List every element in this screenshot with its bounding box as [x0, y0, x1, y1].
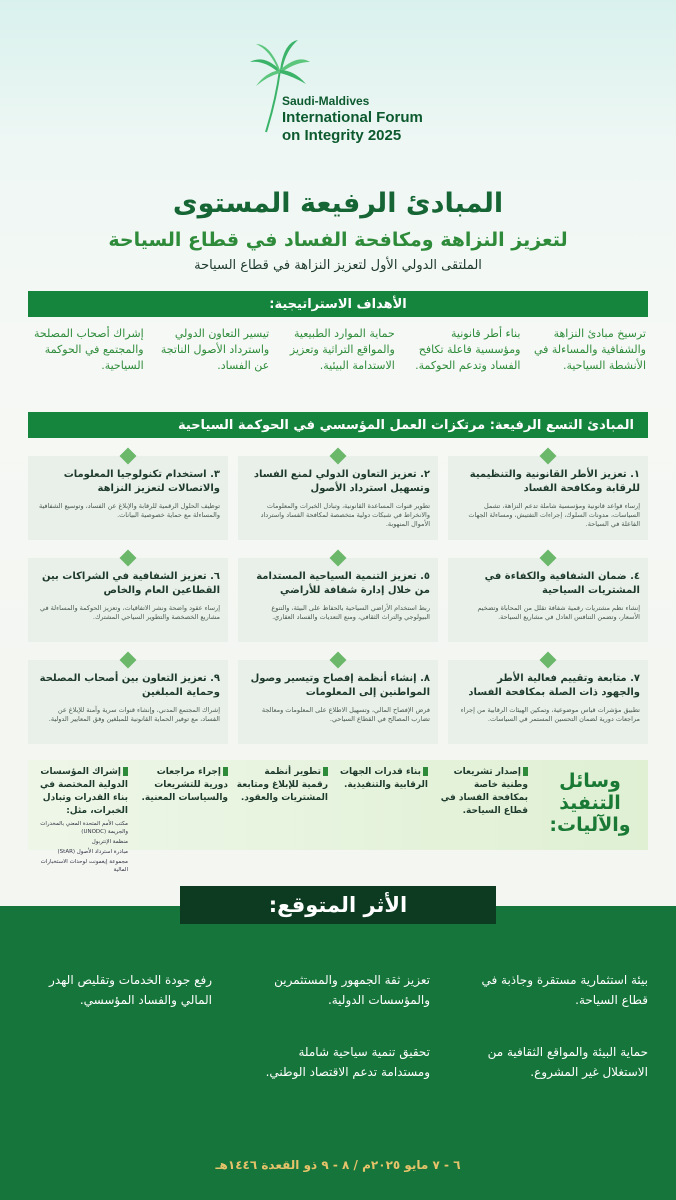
- means-item-title: بناء قدرات الجهات الرقابية والتنفيذية.: [339, 767, 428, 790]
- means-item: [32, 766, 132, 874]
- means-sub-item: مكتب الأمم المتحدة المعني بالمخدرات والجريمة (UNODC): [40, 821, 128, 835]
- principle-card: [448, 660, 648, 744]
- principle-desc: ربط استخدام الأراضي السياحية بالحفاظ على البيئة، والتنوع البيولوجي والتراث الثقافي، ومنع التعديات والفساد العقاري.: [271, 604, 430, 621]
- bar-icon: [123, 767, 128, 776]
- diamond-icon: [540, 652, 557, 669]
- impact-item: حماية البيئة والمواقع الثقافية من الاستغلال غير المشروع.: [487, 1045, 648, 1079]
- principle-title: ٨. إنشاء أنظمة إفصاح وتيسير وصول المواطنين إلى المعلومات: [250, 673, 430, 698]
- principle-desc: إرساء قواعد قانونية ومؤسسية شاملة تدعم النزاهة، تشمل السياسات، مدونات السلوك، إجراءات التفتيش، ومساءلة الجهات الفاعلة في السياحة.: [468, 502, 640, 528]
- diamond-icon: [120, 652, 137, 669]
- logo-line-1: Saudi-Maldives: [282, 94, 370, 108]
- bar-icon: [523, 767, 528, 776]
- goal-item: إشراك أصحاب المصلحة والمجتمع في الحوكمة السياحية.: [34, 327, 144, 372]
- principle-card: [448, 558, 648, 642]
- event-date: ٦ - ٧ مايو ٢٠٢٥م / ٨ - ٩ ذو القعدة ١٤٤٦هـ: [215, 1158, 461, 1172]
- impact-item: بيئة استثمارية مستقرة وجاذبة في قطاع السياحة.: [481, 973, 648, 1007]
- means-list: [32, 766, 532, 874]
- principle-desc: إشراك المجتمع المدني، وإنشاء قنوات سرية وآمنة للإبلاغ عن الفساد، مع توفير الحماية القانونية للمبلغين وفق المعايير الدولية.: [48, 706, 220, 723]
- means-item: [332, 766, 432, 874]
- principle-desc: إرساء عقود واضحة ونشر الاتفاقيات، وتعزيز الحوكمة والمساءلة في مشاريع الخصخصة والتطوير السياحي المشترك.: [40, 604, 220, 621]
- principle-title: ١. تعزيز الأطر القانونية والتنظيمية للرقابة ومكافحة الفساد: [469, 469, 640, 494]
- means-sub-item: مجموعة إيغمونت لوحدات الاستخبارات المالية: [40, 859, 128, 873]
- principle-desc: تطبيق مؤشرات قياس موضوعية، وتمكين الهيئات الرقابية من إجراء مراجعات دورية لضمان التحسين المستمر في السياسات.: [460, 706, 640, 723]
- means-item-title: إشراك المؤسسات الدولية المختصة في بناء القدرات وتبادل الخبرات، مثل:: [39, 767, 128, 816]
- principle-title: ٦. تعزيز الشفافية في الشراكات بين القطاعين العام والخاص: [41, 571, 220, 596]
- logo-line-3: on Integrity 2025: [282, 127, 402, 144]
- means-title: وسائل التنفيذ والآليات:: [549, 770, 631, 836]
- logo-text: [282, 94, 423, 145]
- diamond-icon: [330, 550, 347, 567]
- means-item: [232, 766, 332, 874]
- bar-icon: [223, 767, 228, 776]
- principle-card: [238, 558, 438, 642]
- means-item: [132, 766, 232, 874]
- principle-desc: توظيف الحلول الرقمية للرقابة والإبلاغ عن الفساد، وتوسيع الشفافية والمساءلة مع حماية خصوصية البيانات.: [38, 502, 220, 519]
- principle-card: [238, 456, 438, 540]
- principle-title: ٥. تعزيز التنمية السياحية المستدامة من خلال إدارة شفافة للأراضي: [256, 571, 430, 596]
- principle-card: [238, 660, 438, 744]
- principle-title: ٧. متابعة وتقييم فعالية الأطر والجهود ذات الصلة بمكافحة الفساد: [468, 673, 640, 698]
- principle-card: [28, 456, 228, 540]
- diamond-icon: [540, 448, 557, 465]
- forum-logo: [0, 40, 676, 144]
- goal-item: حماية الموارد الطبيعية والمواقع التراثية وتعزيز الاستدامة البيئية.: [289, 327, 395, 372]
- principle-card: [448, 456, 648, 540]
- means-item-title: إجراء مراجعات دورية للتشريعات والسياسات المعنية.: [141, 767, 228, 803]
- goals-list: [24, 322, 652, 392]
- principle-title: ٣. استخدام تكنولوجيا المعلومات والاتصالات لتعزيز النزاهة: [63, 469, 220, 494]
- principle-desc: فرض الإفصاح المالي، وتسهيل الاطلاع على المعلومات ومعالجة تضارب المصالح في القطاع السياحي.: [261, 706, 430, 723]
- pillars-header: المبادئ التسع الرفيعة: مرتكزات العمل المؤسسي في الحوكمة السياحية: [28, 412, 648, 438]
- goals-header: الأهداف الاستراتيجية:: [28, 291, 648, 317]
- impact-header: الأثر المتوقع:: [180, 886, 496, 924]
- page-title: المبادئ الرفيعة المستوى: [172, 188, 504, 219]
- goal-item: ترسيخ مبادئ النزاهة والشفافية والمساءلة في الأنشطة السياحية.: [533, 327, 646, 372]
- forum-caption: الملتقى الدولي الأول لتعزيز النزاهة في قطاع السياحة: [194, 258, 482, 273]
- goal-item: تيسير التعاون الدولي واسترداد الأصول الناتجة عن الفساد.: [160, 327, 270, 372]
- principle-desc: تطوير قنوات المساعدة القانونية، وتبادل الخبرات والمعلومات والانخراط في شبكات دولية متخصصة لمكافحة الفساد واسترداد الأموال المنهوبة.: [260, 502, 430, 528]
- principle-title: ٢. تعزيز التعاون الدولي لمنع الفساد وتسهيل استرداد الأصول: [253, 469, 430, 494]
- diamond-icon: [120, 550, 137, 567]
- diamond-icon: [540, 550, 557, 567]
- impact-item: رفع جودة الخدمات وتقليص الهدر المالي والفساد المؤسسي.: [49, 973, 212, 1007]
- means-item: [432, 766, 532, 874]
- goal-item: بناء أطر قانونية ومؤسسية فاعلة تكافح الفساد وتدعم الحوكمة.: [415, 327, 521, 372]
- principle-title: ٤. ضمان الشفافية والكفاءة في المشتريات السياحية: [484, 571, 640, 596]
- principle-title: ٩. تعزيز التعاون بين أصحاب المصلحة وحماية المبلغين: [39, 673, 220, 698]
- impact-item: تعزيز ثقة الجمهور والمستثمرين والمؤسسات الدولية.: [274, 973, 430, 1007]
- principle-card: [28, 558, 228, 642]
- diamond-icon: [120, 448, 137, 465]
- page-subtitle: لتعزيز النزاهة ومكافحة الفساد في قطاع السياحة: [108, 229, 568, 251]
- means-sub-item: منظمة الإنتربول: [91, 839, 128, 845]
- impact-item: تحقيق تنمية سياحية شاملة ومستدامة تدعم الاقتصاد الوطني.: [265, 1045, 430, 1079]
- means-item-title: إصدار تشريعات وطنية خاصة بمكافحة الفساد في قطاع السياحة.: [440, 767, 528, 816]
- means-section: [28, 760, 648, 873]
- bar-icon: [423, 767, 428, 776]
- diamond-icon: [330, 652, 347, 669]
- principle-desc: إنشاء نظم مشتريات رقمية شفافة تقلل من المحاباة وتضخيم الأسعار، وتضمن التنافس العادل في مشاريع السياحة.: [477, 604, 640, 621]
- bar-icon: [323, 767, 328, 776]
- principle-card: [28, 660, 228, 744]
- diamond-icon: [330, 448, 347, 465]
- means-sub-item: مبادرة استرداد الأصول (StAR): [57, 849, 128, 855]
- logo-line-2: International Forum: [282, 109, 423, 126]
- means-item-title: تطوير أنظمة رقمية للإبلاغ ومتابعة المشتريات والعقود.: [236, 767, 328, 803]
